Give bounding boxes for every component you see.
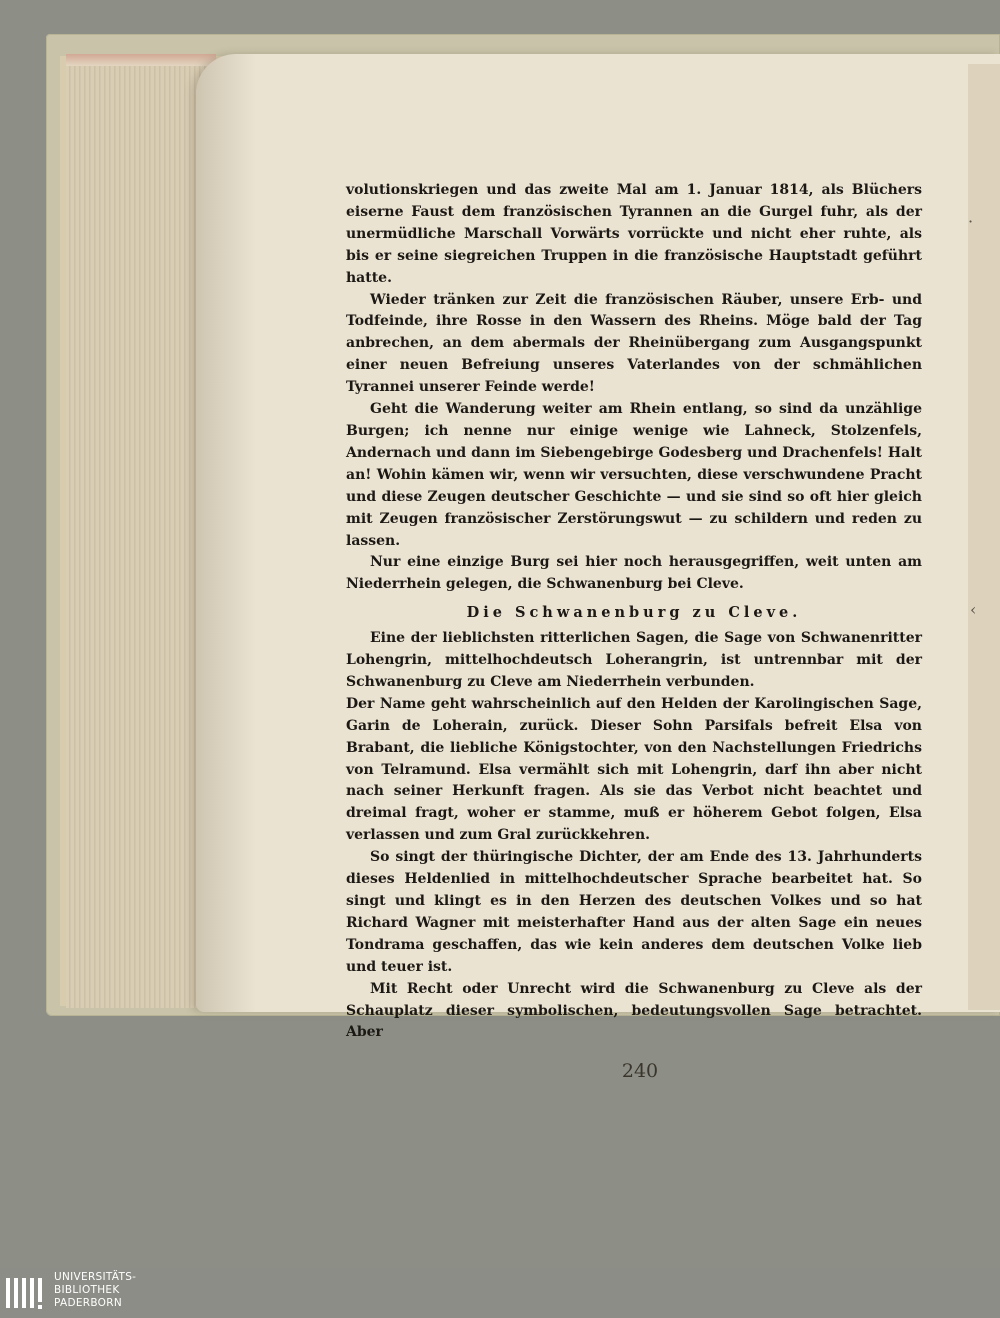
logo-line: PADERBORN xyxy=(54,1297,122,1309)
paragraph: Nur eine einzige Burg sei hier noch herausgegriffen, weit unten am Niederrhein gelegen, die Schwanenburg bei Cleve. xyxy=(346,554,922,593)
library-logo-icon xyxy=(4,1272,48,1316)
paragraph: Der Name geht wahrscheinlich auf den Helden der Karolingischen Sage, Garin de Loherain, zurück. Dieser Sohn Parsifals befreit Elsa von Brabant, die liebliche Königstochter, von den Nachstellungen Friedrichs von Telramund. Elsa vermählt sich mit Lohengrin, darf ihn aber nicht nach seiner Herkunft fragen. Als sie das Verbot nicht beachtet und dreimal fragt, woher er stamme, muß er höherem Gebot folgen, Elsa verlassen und zum Gral zurückkehren. xyxy=(346,695,922,844)
page-gutter-shadow xyxy=(196,54,256,1012)
paragraph: So singt der thüringische Dichter, der am Ende des 13. Jahrhunderts dieses Heldenlied in mittelhochdeutscher Sprache bearbeitet hat. So singt und klingt es in den Herzen des deutschen Volkes und so hat Richard Wagner mit meisterhafter Hand aus der alten Sage ein neues Tondrama geschaffen, das wie kein anderes dem deutschen Volke lieb und teuer ist. xyxy=(346,849,922,975)
paragraph: volutionskriegen und das zweite Mal am 1. Januar 1814, als Blüchers eiserne Faust dem französischen Tyrannen an die Gurgel fuhr, als der unermüdliche Marschall Vorwärts vorrückte und nicht eher ruhte, als bis er seine siegreichen Truppen in die französische Hauptstadt geführt hatte. xyxy=(346,182,922,286)
page-stack-top-edge xyxy=(66,54,216,66)
paragraph: Geht die Wanderung weiter am Rhein entlang, so sind da unzählige Burgen; ich nenne nur einige wenige wie Lahneck, Stolzenfels, Andernach und dann im Siebengebirge Godesberg und Drachenfels! Halt an! Wohin kämen wir, wenn wir versuchten, diese verschwundene Pracht und diese Zeugen deutscher Geschichte — und sie sind so oft hier gleich mit Zeugen französischer Zerstörungswut — zu schildern und reden zu lassen. xyxy=(346,401,922,549)
footer-bar xyxy=(0,1268,1000,1318)
page-right-edge xyxy=(968,64,1000,1010)
logo-line: BIBLIOTHEK xyxy=(54,1284,120,1296)
paragraph: Mit Recht oder Unrecht wird die Schwanenburg zu Cleve als der Schauplatz dieser symbolischen, bedeutungsvollen Sage betrachtet. Aber xyxy=(346,980,922,1041)
margin-mark-middle: ‹ xyxy=(970,600,977,619)
section-heading: Die Schwanenburg zu Cleve. xyxy=(466,604,802,622)
page-stack xyxy=(66,56,216,1008)
logo-line: UNIVERSITÄTS- xyxy=(54,1271,137,1283)
margin-mark-top: · xyxy=(968,212,974,231)
page-number: 240 xyxy=(621,1060,659,1082)
paragraph: Eine der lieblichsten ritterlichen Sagen, die Sage von Schwanenritter Lohengrin, mittelhochdeutsch Loherangrin, ist untrennbar mit der Schwanenburg zu Cleve am Niederrhein verbunden. xyxy=(346,630,922,690)
library-logo-text xyxy=(54,1271,136,1310)
page-text xyxy=(346,180,922,1044)
paragraph: Wieder tränken zur Zeit die französischen Räuber, unsere Erb- und Todfeinde, ihre Rosse in den Wassern des Rheins. Möge bald der Tag anbrechen, an dem abermals der Rheinübergang zum Ausgangspunkt einer neuen Befreiung unseres Vaterlandes von der schmählichen Tyrannei unserer Feinde werde! xyxy=(346,291,922,396)
